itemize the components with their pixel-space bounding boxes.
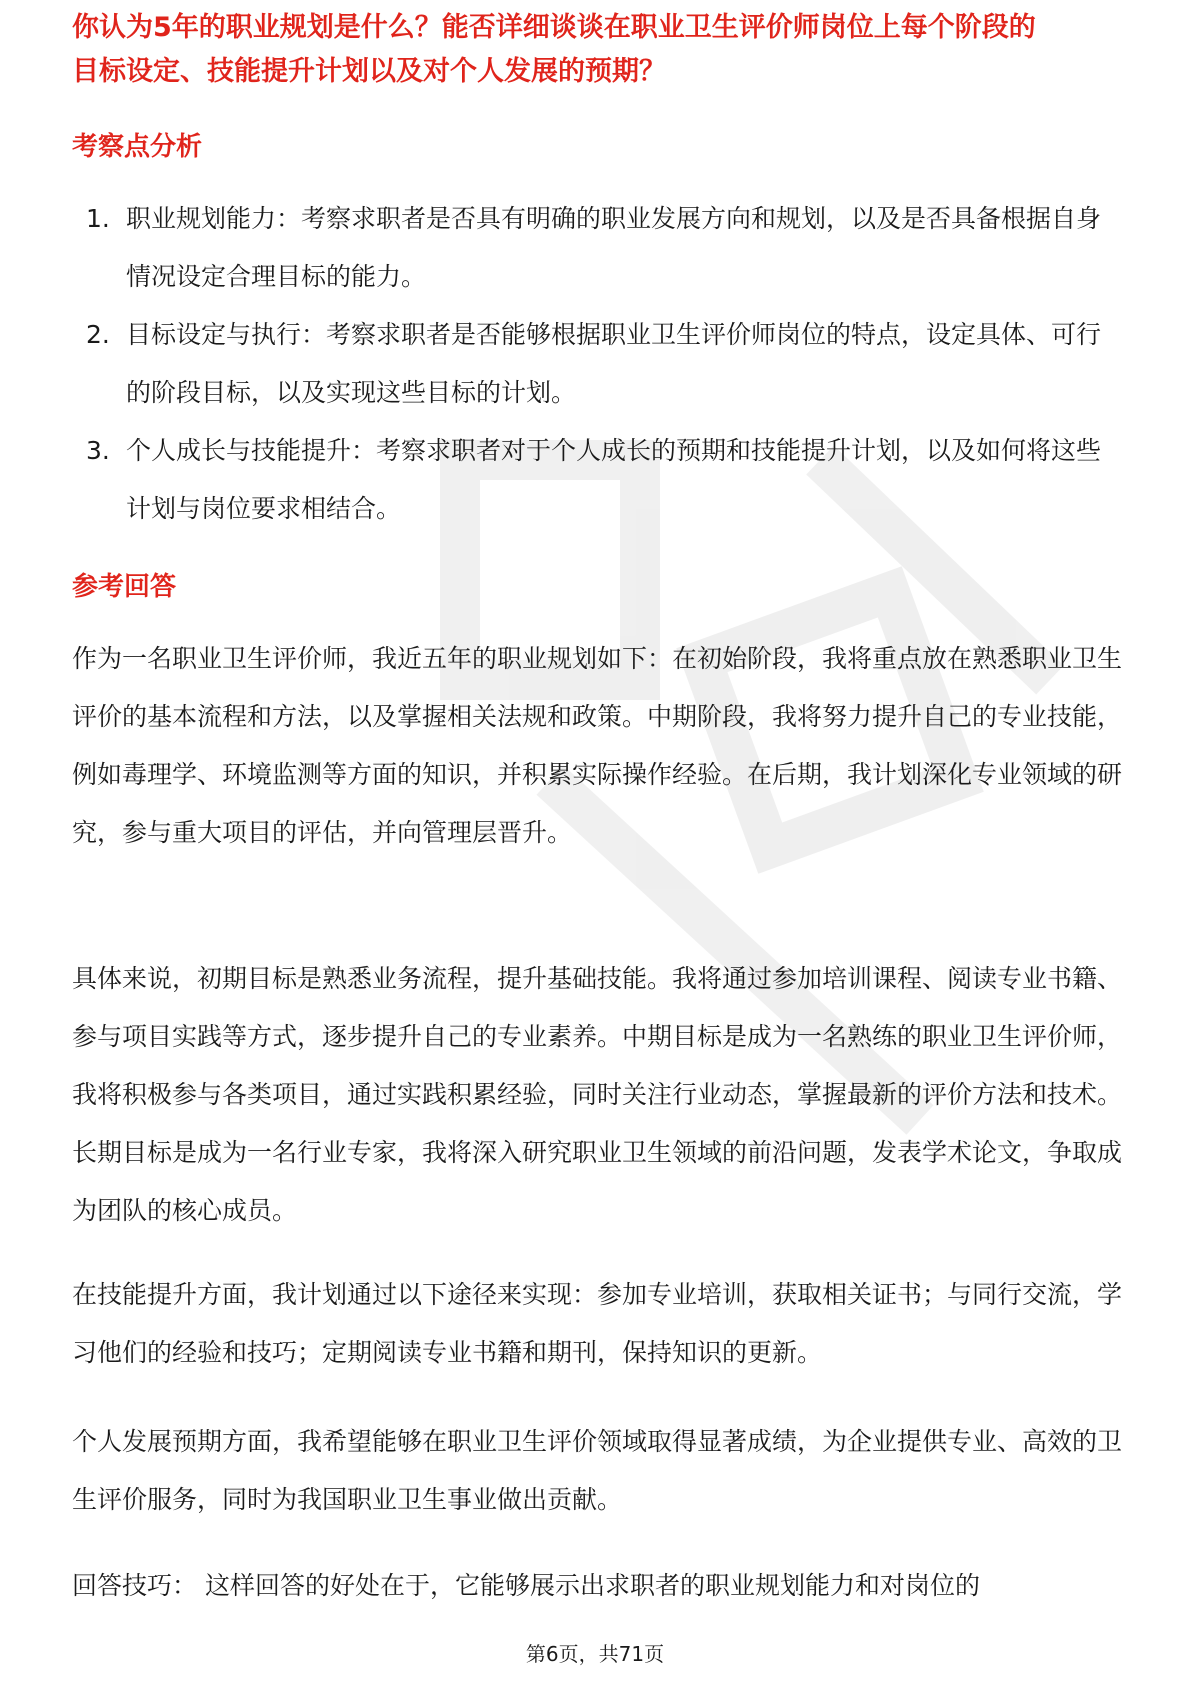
point-number: 1.	[86, 204, 110, 233]
analysis-points	[72, 190, 1122, 538]
answer-paragraph: 作为一名职业卫生评价师，我近五年的职业规划如下：在初始阶段，我将重点放在熟悉职业卫生评价的基本流程和方法，以及掌握相关法规和政策。中期阶段，我将努力提升自己的专业技能，例如毒理学、环境监测等方面的知识，并积累实际操作经验。在后期，我计划深化专业领域的研究，参与重大项目的评估，并向管理层晋升。	[72, 644, 1123, 847]
page-number: 第6页，共71页	[525, 1642, 665, 1666]
answer-title: 参考回答	[72, 572, 177, 602]
question-heading	[72, 12, 1122, 94]
answer-tips-paragraph: 回答技巧： 这样回答的好处在于，它能够展示出求职者的职业规划能力和对岗位的	[72, 1571, 980, 1600]
point-number: 2.	[86, 320, 110, 349]
answer-paragraph: 个人发展预期方面，我希望能够在职业卫生评价领域取得显著成绩，为企业提供专业、高效的卫生评价服务，同时为我国职业卫生事业做出贡献。	[72, 1427, 1123, 1514]
point-text: 职业规划能力：考察求职者是否具有明确的职业发展方向和规划，以及是否具备根据自身情况设定合理目标的能力。	[126, 204, 1102, 291]
question-line-cut	[72, 12, 1122, 50]
question-line: 目标设定、技能提升计划以及对个人发展的预期？	[72, 56, 666, 87]
point-text: 目标设定与执行：考察求职者是否能够根据职业卫生评价师岗位的特点，设定具体、可行的阶段目标，以及实现这些目标的计划。	[126, 320, 1102, 407]
analysis-point	[72, 422, 1122, 538]
analysis-title: 考察点分析	[72, 132, 203, 162]
question-line-cut-text: 你认为5年的职业规划是什么？能否详细谈谈在职业卫生评价师岗位上每个阶段的	[72, 12, 1036, 43]
answer-paragraph: 在技能提升方面，我计划通过以下途径来实现：参加专业培训，获取相关证书；与同行交流，学习他们的经验和技巧；定期阅读专业书籍和期刊，保持知识的更新。	[72, 1280, 1123, 1367]
analysis-point	[72, 306, 1122, 422]
answer-paragraph: 具体来说，初期目标是熟悉业务流程，提升基础技能。我将通过参加培训课程、阅读专业书籍、参与项目实践等方式，逐步提升自己的专业素养。中期目标是成为一名熟练的职业卫生评价师，我将积极参与各类项目，通过实践积累经验，同时关注行业动态，掌握最新的评价方法和技术。长期目标是成为一名行业专家，我将深入研究职业卫生领域的前沿问题，发表学术论文，争取成为团队的核心成员。	[72, 964, 1123, 1225]
point-number: 3.	[86, 436, 110, 465]
analysis-point	[72, 190, 1122, 306]
point-text: 个人成长与技能提升：考察求职者对于个人成长的预期和技能提升计划，以及如何将这些计划与岗位要求相结合。	[126, 436, 1102, 523]
